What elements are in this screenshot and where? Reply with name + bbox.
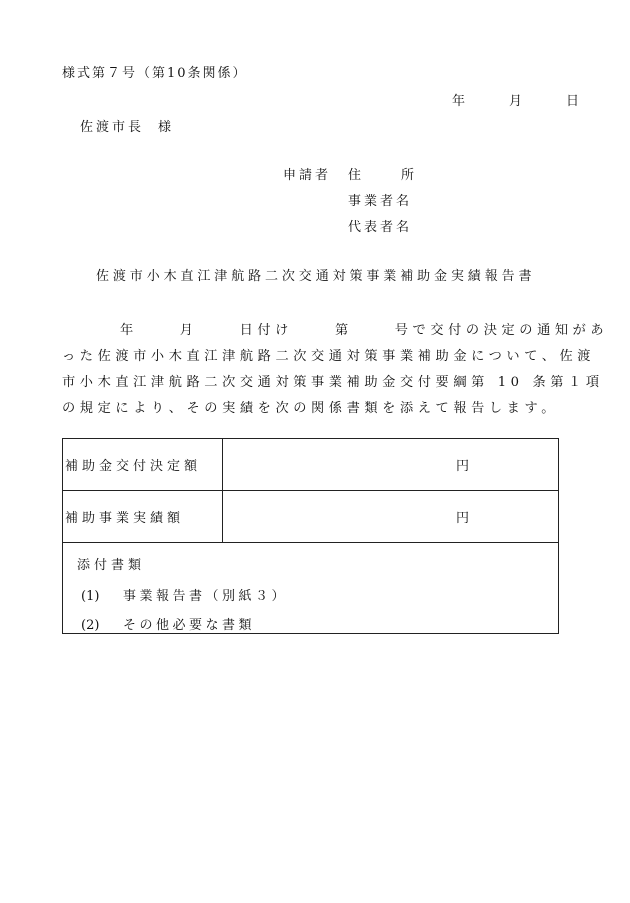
attachment-number: (2)	[81, 618, 100, 633]
body-line-3: 市小木直江津航路二次交通対策事業補助金交付要綱第 10 条第１項	[62, 375, 604, 390]
address-label-a: 住	[348, 168, 362, 183]
business-name-label: 事業者名	[348, 194, 413, 209]
date-line	[452, 95, 579, 108]
actual-amount-label: 補助事業実績額	[63, 491, 223, 543]
address-label	[348, 169, 414, 182]
address-label-b: 所	[401, 168, 415, 183]
attachment-text: 事業報告書（別紙３）	[123, 589, 289, 604]
report-table	[62, 438, 559, 634]
addressee-honorific: 様	[158, 120, 175, 135]
document-title: 佐渡市小木直江津航路二次交通対策事業補助金実績報告書	[96, 269, 536, 284]
body-paragraph	[62, 318, 609, 422]
body-line-4: の規定により、その実績を次の関係書類を添えて報告します。	[62, 401, 559, 416]
form-number: 様式第７号（第10条関係）	[62, 66, 248, 81]
addressee	[80, 121, 174, 134]
representative-label: 代表者名	[348, 220, 413, 235]
actual-amount-value: 円	[223, 491, 559, 543]
table-row	[63, 543, 559, 634]
date-month: 月	[509, 94, 523, 109]
date-year: 年	[452, 94, 466, 109]
body-line-1-rest: 号で交付の決定の通知があ	[394, 323, 609, 338]
body-month: 月	[179, 323, 198, 338]
attachments-cell	[63, 543, 559, 634]
attachment-number: (1)	[81, 589, 100, 604]
attachment-item	[81, 585, 558, 604]
body-date: 日付け	[239, 323, 293, 338]
addressee-name: 佐渡市長	[80, 120, 145, 135]
table-row	[63, 491, 559, 543]
body-line-2: った佐渡市小木直江津航路二次交通対策事業補助金について、佐渡	[62, 349, 596, 364]
body-no: 第	[334, 323, 353, 338]
body-line-1	[62, 318, 609, 344]
table-row	[63, 439, 559, 491]
subsidy-decision-amount-value: 円	[223, 439, 559, 491]
body-year: 年	[120, 323, 138, 338]
applicant-label: 申請者	[283, 168, 332, 183]
attachments-title: 添付書類	[77, 558, 146, 573]
attachment-text: その他必要な書類	[123, 618, 256, 633]
date-day: 日	[566, 94, 580, 109]
attachment-item	[81, 614, 558, 633]
subsidy-decision-amount-label: 補助金交付決定額	[63, 439, 223, 491]
